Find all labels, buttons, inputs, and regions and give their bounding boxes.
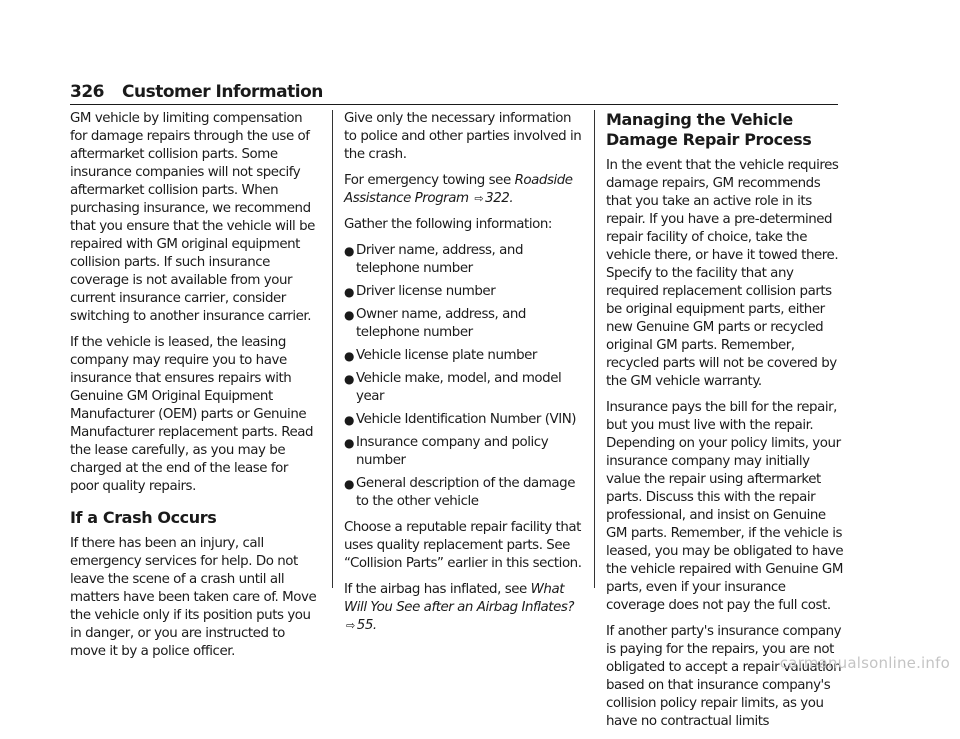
list-item: ● Owner name, address, and telephone number: [344, 307, 526, 340]
column-divider-left: [332, 110, 333, 588]
page-ref-55[interactable]: 55.: [356, 618, 377, 633]
paragraph-crash-injury: If there has been an injury, call emergency services for help. Do not leave the scene of a crash until all matters have been taken care of. Move the vehicle only if its position puts you in danger, or you are instructed to move it by a police officer.: [70, 536, 317, 659]
bullet-icon: ●: [344, 413, 355, 427]
bullet-icon: ●: [344, 477, 355, 491]
towing-text: For emergency towing see: [344, 173, 515, 188]
page-ref-arrow-icon: ⇨: [474, 192, 484, 205]
page-header: [70, 82, 838, 105]
paragraph-repair-role: In the event that the vehicle requires damage repairs, GM recommends that you take an active role in its repair. If you have a pre-determined repair facility of choice, take the vehicle there, or have it towed there. Specify to the facility that any required replacement collision parts be original equipment parts, either new Genuine GM parts or recycled original GM parts. Remember, recycled parts will not be covered by the GM vehicle warranty.: [606, 158, 839, 389]
section-title: Customer Information: [122, 82, 323, 102]
paragraph-airbag-inflated: [344, 581, 584, 635]
bullet-icon: ●: [344, 244, 355, 258]
bullet-icon: ●: [344, 308, 355, 322]
paragraph-leased-vehicle: If the vehicle is leased, the leasing company may require you to have insurance that ensures repairs with Genuine GM Original Equipment Manufacturer (OEM) parts or Genuine Manufacturer replacement parts. Read the lease carefully, as you may be charged at the end of the lease for poor quality repairs.: [70, 335, 314, 494]
paragraph-gather-info: Gather the following information:: [344, 217, 552, 232]
paragraph-emergency-towing: [344, 172, 584, 208]
page-ref-arrow-icon: ⇨: [346, 619, 355, 632]
paragraph-insurance-pays: Insurance pays the bill for the repair, but you must live with the repair. Depending on your policy limits, your insurance company may initially value the repair using aftermarket parts. Discuss this with the repair professional, and insist on Genuine GM parts. Remember, if the vehicle is leased, you may be obligated to have the vehicle repaired with Genuine GM parts, even if your insurance coverage does not pay the full cost.: [606, 400, 844, 613]
heading-if-a-crash-occurs: If a Crash Occurs: [70, 508, 217, 527]
list-item: ● Driver license number: [344, 284, 496, 299]
airbag-text: If the airbag has inflated, see: [344, 582, 531, 597]
heading-managing-repair: Managing the Vehicle Damage Repair Process: [606, 110, 812, 149]
paragraph-necessary-info: Give only the necessary information to police and other parties involved in the crash.: [344, 111, 582, 162]
bullet-icon: ●: [344, 285, 355, 299]
bullet-icon: ●: [344, 436, 355, 450]
list-item: ● Vehicle license plate number: [344, 348, 537, 363]
paragraph-another-party: If another party's insurance company is paying for the repairs, you are not obligated to accept a repair valuation based on that insurance company's collision policy repair limits, as you have no contractual limits: [606, 624, 842, 729]
column-3: [606, 110, 844, 739]
paragraph-aftermarket-parts: GM vehicle by limiting compensation for damage repairs through the use of aftermarket collision parts. Some insurance companies will not specify aftermarket collision parts. When purchasing insurance, we recommend that you ensure that the vehicle will be repaired with GM original equipment collision parts. If such insurance coverage is not available from your current insurance carrier, consider switching to another insurance carrier.: [70, 111, 315, 324]
paragraph-repair-facility: Choose a reputable repair facility that uses quality replacement parts. See “Collision Parts” earlier in this section.: [344, 520, 582, 571]
watermark-text: carmanualsonline.info: [779, 654, 950, 672]
list-item: ● Insurance company and policy number: [344, 435, 549, 468]
list-item: ● Vehicle make, model, and model year: [344, 371, 562, 404]
column-2: [344, 110, 584, 643]
link-airbag-inflates[interactable]: What Will You See after an Airbag Inflates?: [344, 582, 575, 615]
page-ref-322[interactable]: 322.: [485, 191, 514, 206]
list-item: ● General description of the damage to the other vehicle: [344, 476, 575, 509]
column-divider-right: [594, 110, 595, 588]
column-1: [70, 110, 320, 669]
link-roadside-assistance[interactable]: Roadside Assistance Program: [344, 173, 573, 206]
list-item: ● Vehicle Identification Number (VIN): [344, 412, 577, 427]
info-bullet-list: [344, 242, 584, 511]
bullet-icon: ●: [344, 372, 355, 386]
bullet-icon: ●: [344, 349, 355, 363]
list-item: ● Driver name, address, and telephone number: [344, 243, 524, 276]
page-number: 326: [70, 82, 104, 102]
